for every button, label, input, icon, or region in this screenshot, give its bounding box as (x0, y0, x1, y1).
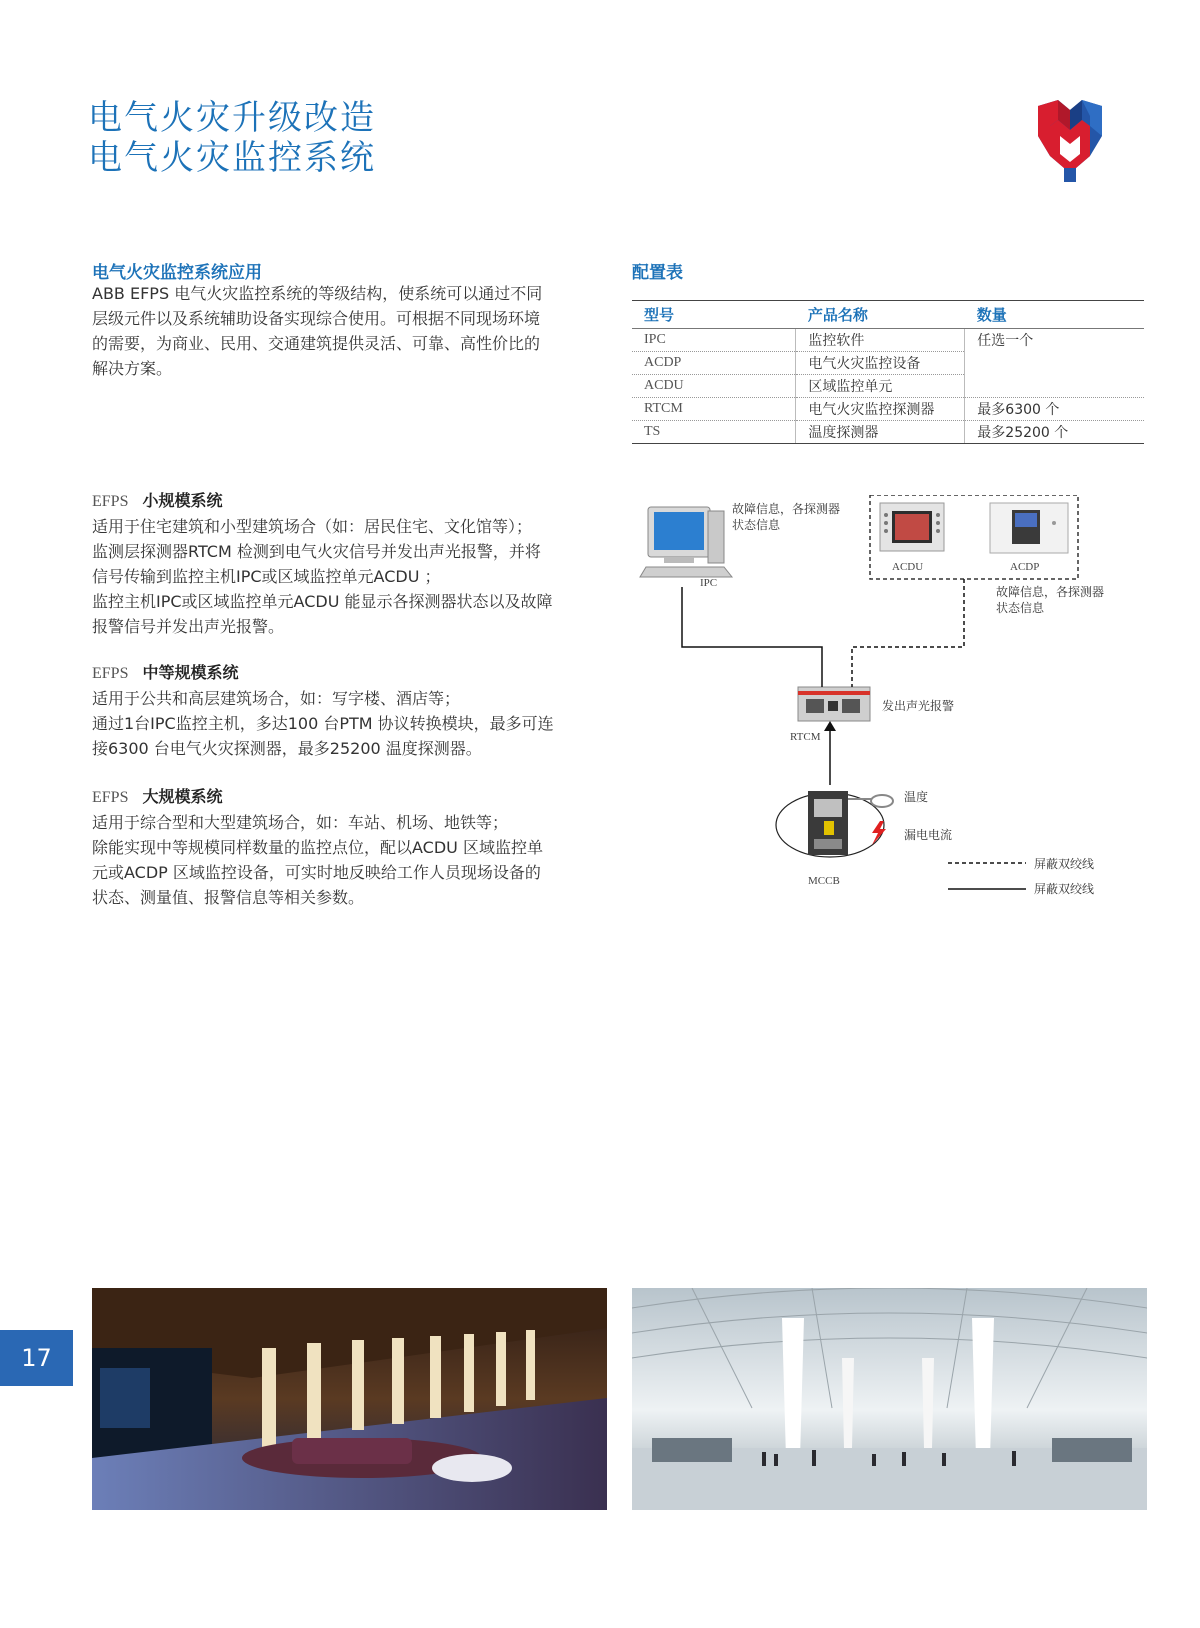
cell-quantity (965, 352, 1144, 375)
fault-info-label-1b: 状态信息 (732, 518, 781, 532)
cell-quantity (965, 375, 1144, 398)
airport-photo (632, 1288, 1147, 1510)
table-header-row (632, 301, 1144, 329)
cell-quantity: 最多6300 个 (965, 398, 1144, 421)
cell-quantity: 任选一个 (977, 333, 1034, 350)
text-line: 报警信号并发出声光报警。 (92, 617, 285, 636)
cell-model: TS (632, 421, 796, 444)
large-system-heading (92, 784, 612, 810)
cell-product: 电气火灾监控探测器 (796, 398, 965, 421)
system-diagram (620, 495, 1160, 925)
text-line: 层级元件以及系统辅助设备实现综合使用。可根据不同现场环境 (92, 309, 541, 328)
cell-product: 监控软件 (796, 329, 965, 352)
small-system-heading (92, 488, 612, 514)
table-row (632, 329, 1144, 352)
efps-prefix: EFPS (92, 665, 129, 682)
mccb-breaker-icon (808, 791, 848, 855)
text-line: 适用于综合型和大型建筑场合，如：车站、机场、地铁等； (92, 813, 509, 832)
application-heading: 电气火灾监控系统应用 (92, 263, 262, 283)
text-line: 通过1台IPC监控主机，多达100 台PTM 协议转换模块，最多可连 (92, 714, 554, 733)
small-system-title: 小规模系统 (142, 491, 223, 510)
ipc-label: IPC (700, 577, 718, 589)
text-line: 监测层探测器RTCM 检测到电气火灾信号并发出声光报警，并将 (92, 542, 541, 561)
large-system-title: 大规模系统 (142, 787, 223, 806)
acdp-label: ACDP (1010, 561, 1040, 573)
mccb-label: MCCB (808, 875, 840, 887)
table-row (632, 352, 1144, 375)
cell-model: RTCM (632, 398, 796, 421)
text-line: 监控主机IPC或区域监控单元ACDU 能显示各探测器状态以及故障 (92, 592, 553, 611)
fault-info-label-2: 故障信息，各探测器 (996, 585, 1105, 599)
rtcm-device-icon (798, 687, 870, 721)
small-system-section (92, 488, 612, 639)
cell-product: 区域监控单元 (796, 375, 965, 398)
text-line: 解决方案。 (92, 359, 173, 378)
ipc-computer-icon (640, 507, 732, 577)
text-line: 适用于住宅建筑和小型建筑场合（如：居民住宅、文化馆等）； (92, 517, 533, 536)
efps-prefix: EFPS (92, 493, 129, 510)
page-number: 17 (0, 1330, 73, 1386)
col-header-quantity: 数量 (965, 301, 1144, 329)
fault-info-label-1: 故障信息，各探测器 (732, 502, 841, 516)
leakage-label: 漏电电流 (904, 828, 953, 842)
config-table-heading: 配置表 (632, 263, 683, 283)
fault-info-label-2b: 状态信息 (996, 601, 1045, 615)
col-header-product: 产品名称 (796, 301, 965, 329)
solid-connector-line (682, 587, 822, 687)
medium-system-section (92, 660, 612, 761)
config-table (632, 300, 1144, 444)
text-line: 的需要，为商业、民用、交通建筑提供灵活、可靠、高性价比的 (92, 334, 541, 353)
text-line: 除能实现中等规模同样数量的监控点位，配以ACDU 区域监控单 (92, 838, 543, 857)
text-line: 状态、测量值、报警信息等相关参数。 (92, 888, 365, 907)
page-title: 电气火灾升级改造 (88, 98, 376, 138)
brand-logo (1030, 96, 1110, 186)
cell-product: 温度探测器 (796, 421, 965, 444)
rtcm-label: RTCM (790, 731, 821, 743)
dashed-connector-line (852, 579, 964, 687)
application-text (92, 281, 612, 381)
acdu-device-icon (880, 503, 944, 551)
text-line: 信号传输到监控主机IPC或区域监控单元ACDU ； (92, 567, 441, 586)
page-subtitle: 电气火灾监控系统 (88, 138, 376, 178)
text-line: 元或ACDP 区域监控设备，可实时地反映给工作人员现场设备的 (92, 863, 541, 882)
legend-dashed-label: 屏蔽双绞线 (1034, 857, 1095, 871)
legend-solid-label: 屏蔽双绞线 (1034, 882, 1095, 896)
text-line: ABB EFPS 电气火灾监控系统的等级结构，使系统可以通过不同 (92, 284, 543, 303)
medium-system-heading (92, 660, 612, 686)
cell-model: ACDP (632, 352, 796, 375)
cell-model: ACDU (632, 375, 796, 398)
table-row (632, 421, 1144, 444)
arrow-head (824, 721, 836, 731)
temperature-label: 温度 (904, 790, 929, 804)
table-row (632, 398, 1144, 421)
alarm-label: 发出声光报警 (882, 699, 955, 713)
acdu-label: ACDU (892, 561, 924, 573)
cell-quantity: 最多25200 个 (965, 421, 1144, 444)
medium-system-title: 中等规模系统 (142, 663, 239, 682)
col-header-model: 型号 (632, 301, 796, 329)
large-system-section (92, 784, 612, 910)
table-row (632, 375, 1144, 398)
cell-product: 电气火灾监控设备 (796, 352, 965, 375)
cell-model: IPC (632, 329, 796, 352)
acdp-device-icon (990, 503, 1068, 553)
lounge-photo (92, 1288, 607, 1510)
text-line: 适用于公共和高层建筑场合，如：写字楼、酒店等； (92, 689, 461, 708)
efps-prefix: EFPS (92, 789, 129, 806)
text-line: 接6300 台电气火灾探测器，最多25200 温度探测器。 (92, 739, 482, 758)
